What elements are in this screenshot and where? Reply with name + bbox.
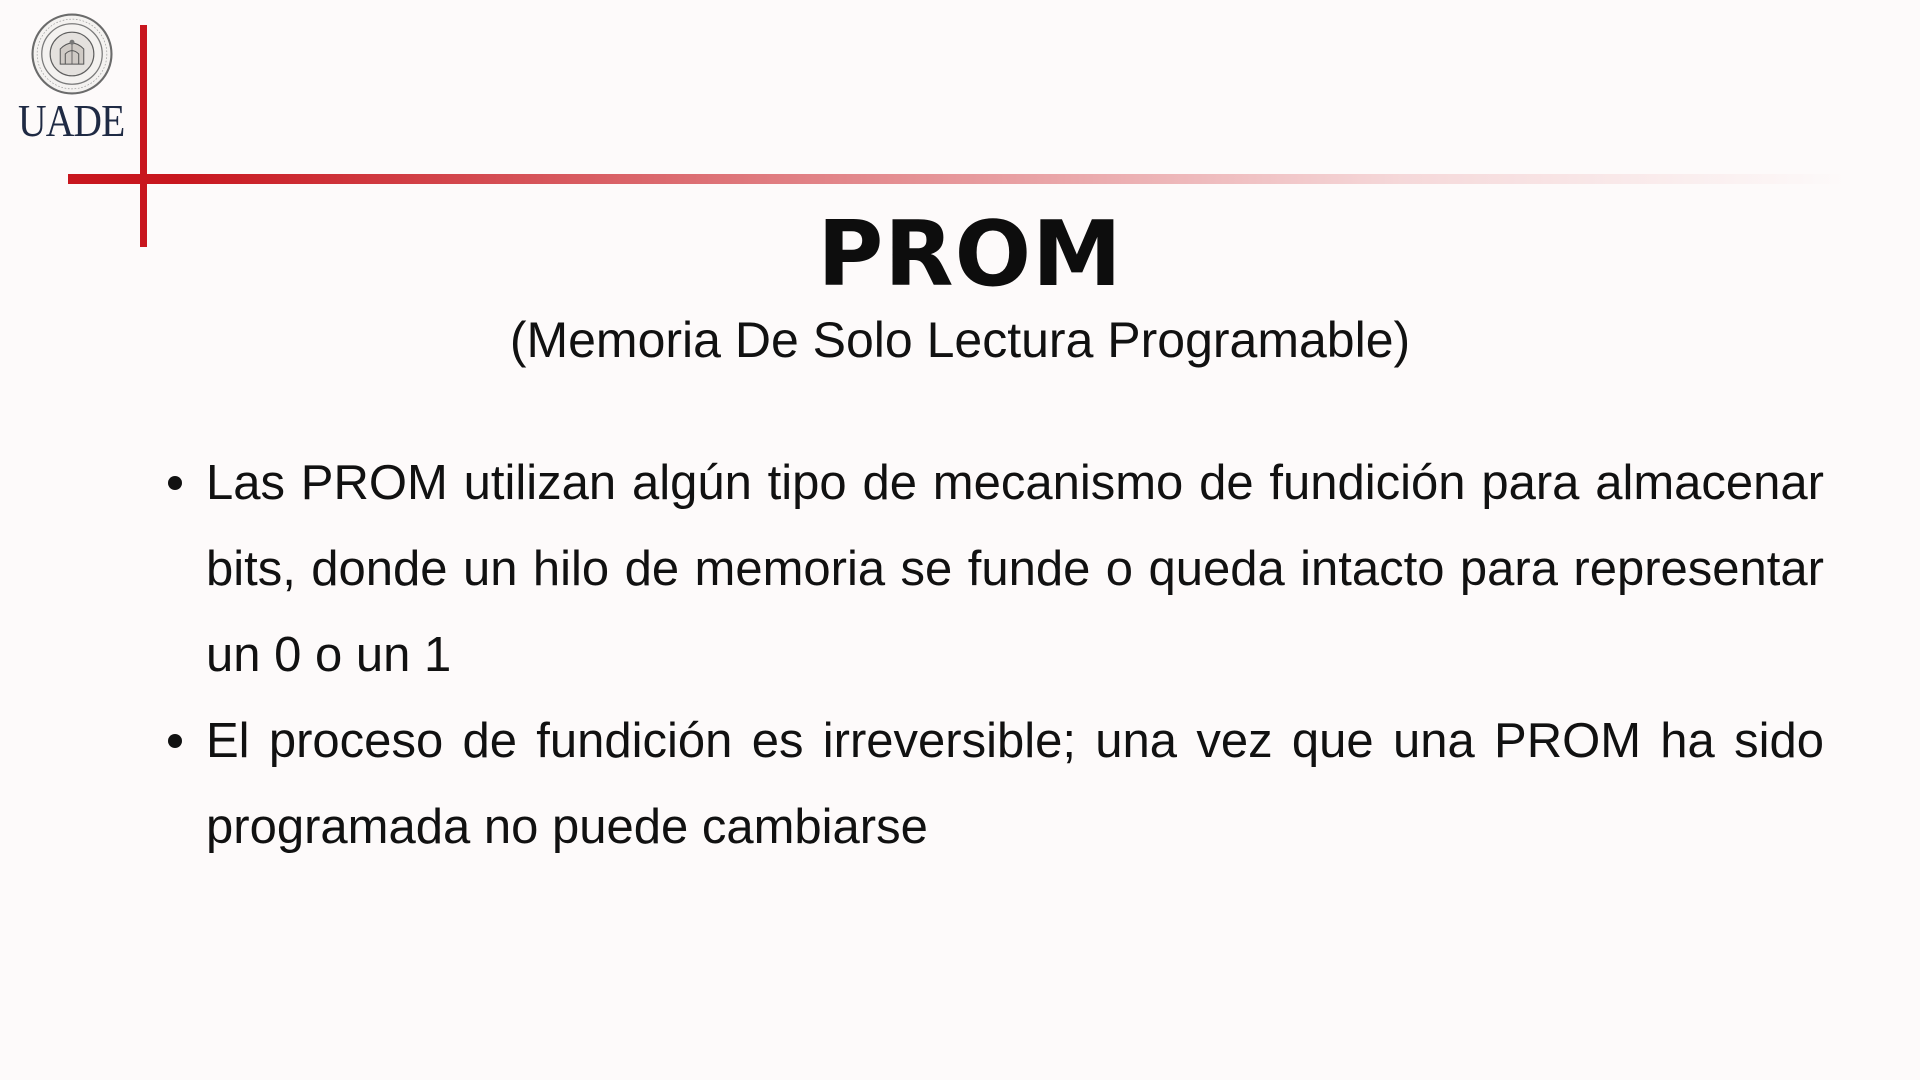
bullet-dot-icon [168, 734, 182, 748]
bullet-dot-icon [168, 476, 182, 490]
slide-title: PROM [817, 202, 1123, 307]
accent-horizontal-line [68, 174, 1848, 184]
slide-subtitle: (Memoria De Solo Lectura Programable) [509, 312, 1411, 368]
logo-wordmark: UADE [18, 95, 125, 146]
university-seal-icon [30, 12, 114, 96]
bullet-list [160, 440, 1824, 870]
uade-logo [16, 12, 128, 146]
bullet-item [160, 698, 1824, 870]
bullet-text: El proceso de fundición es irreversible; una vez que una PROM ha sido programada no puede cambiarse [206, 714, 1824, 854]
bullet-text: Las PROM utilizan algún tipo de mecanismo de fundición para almacenar bits, donde un hilo de memoria se funde o queda intacto para representar un 0 o un 1 [206, 456, 1824, 682]
bullet-item [160, 440, 1824, 698]
